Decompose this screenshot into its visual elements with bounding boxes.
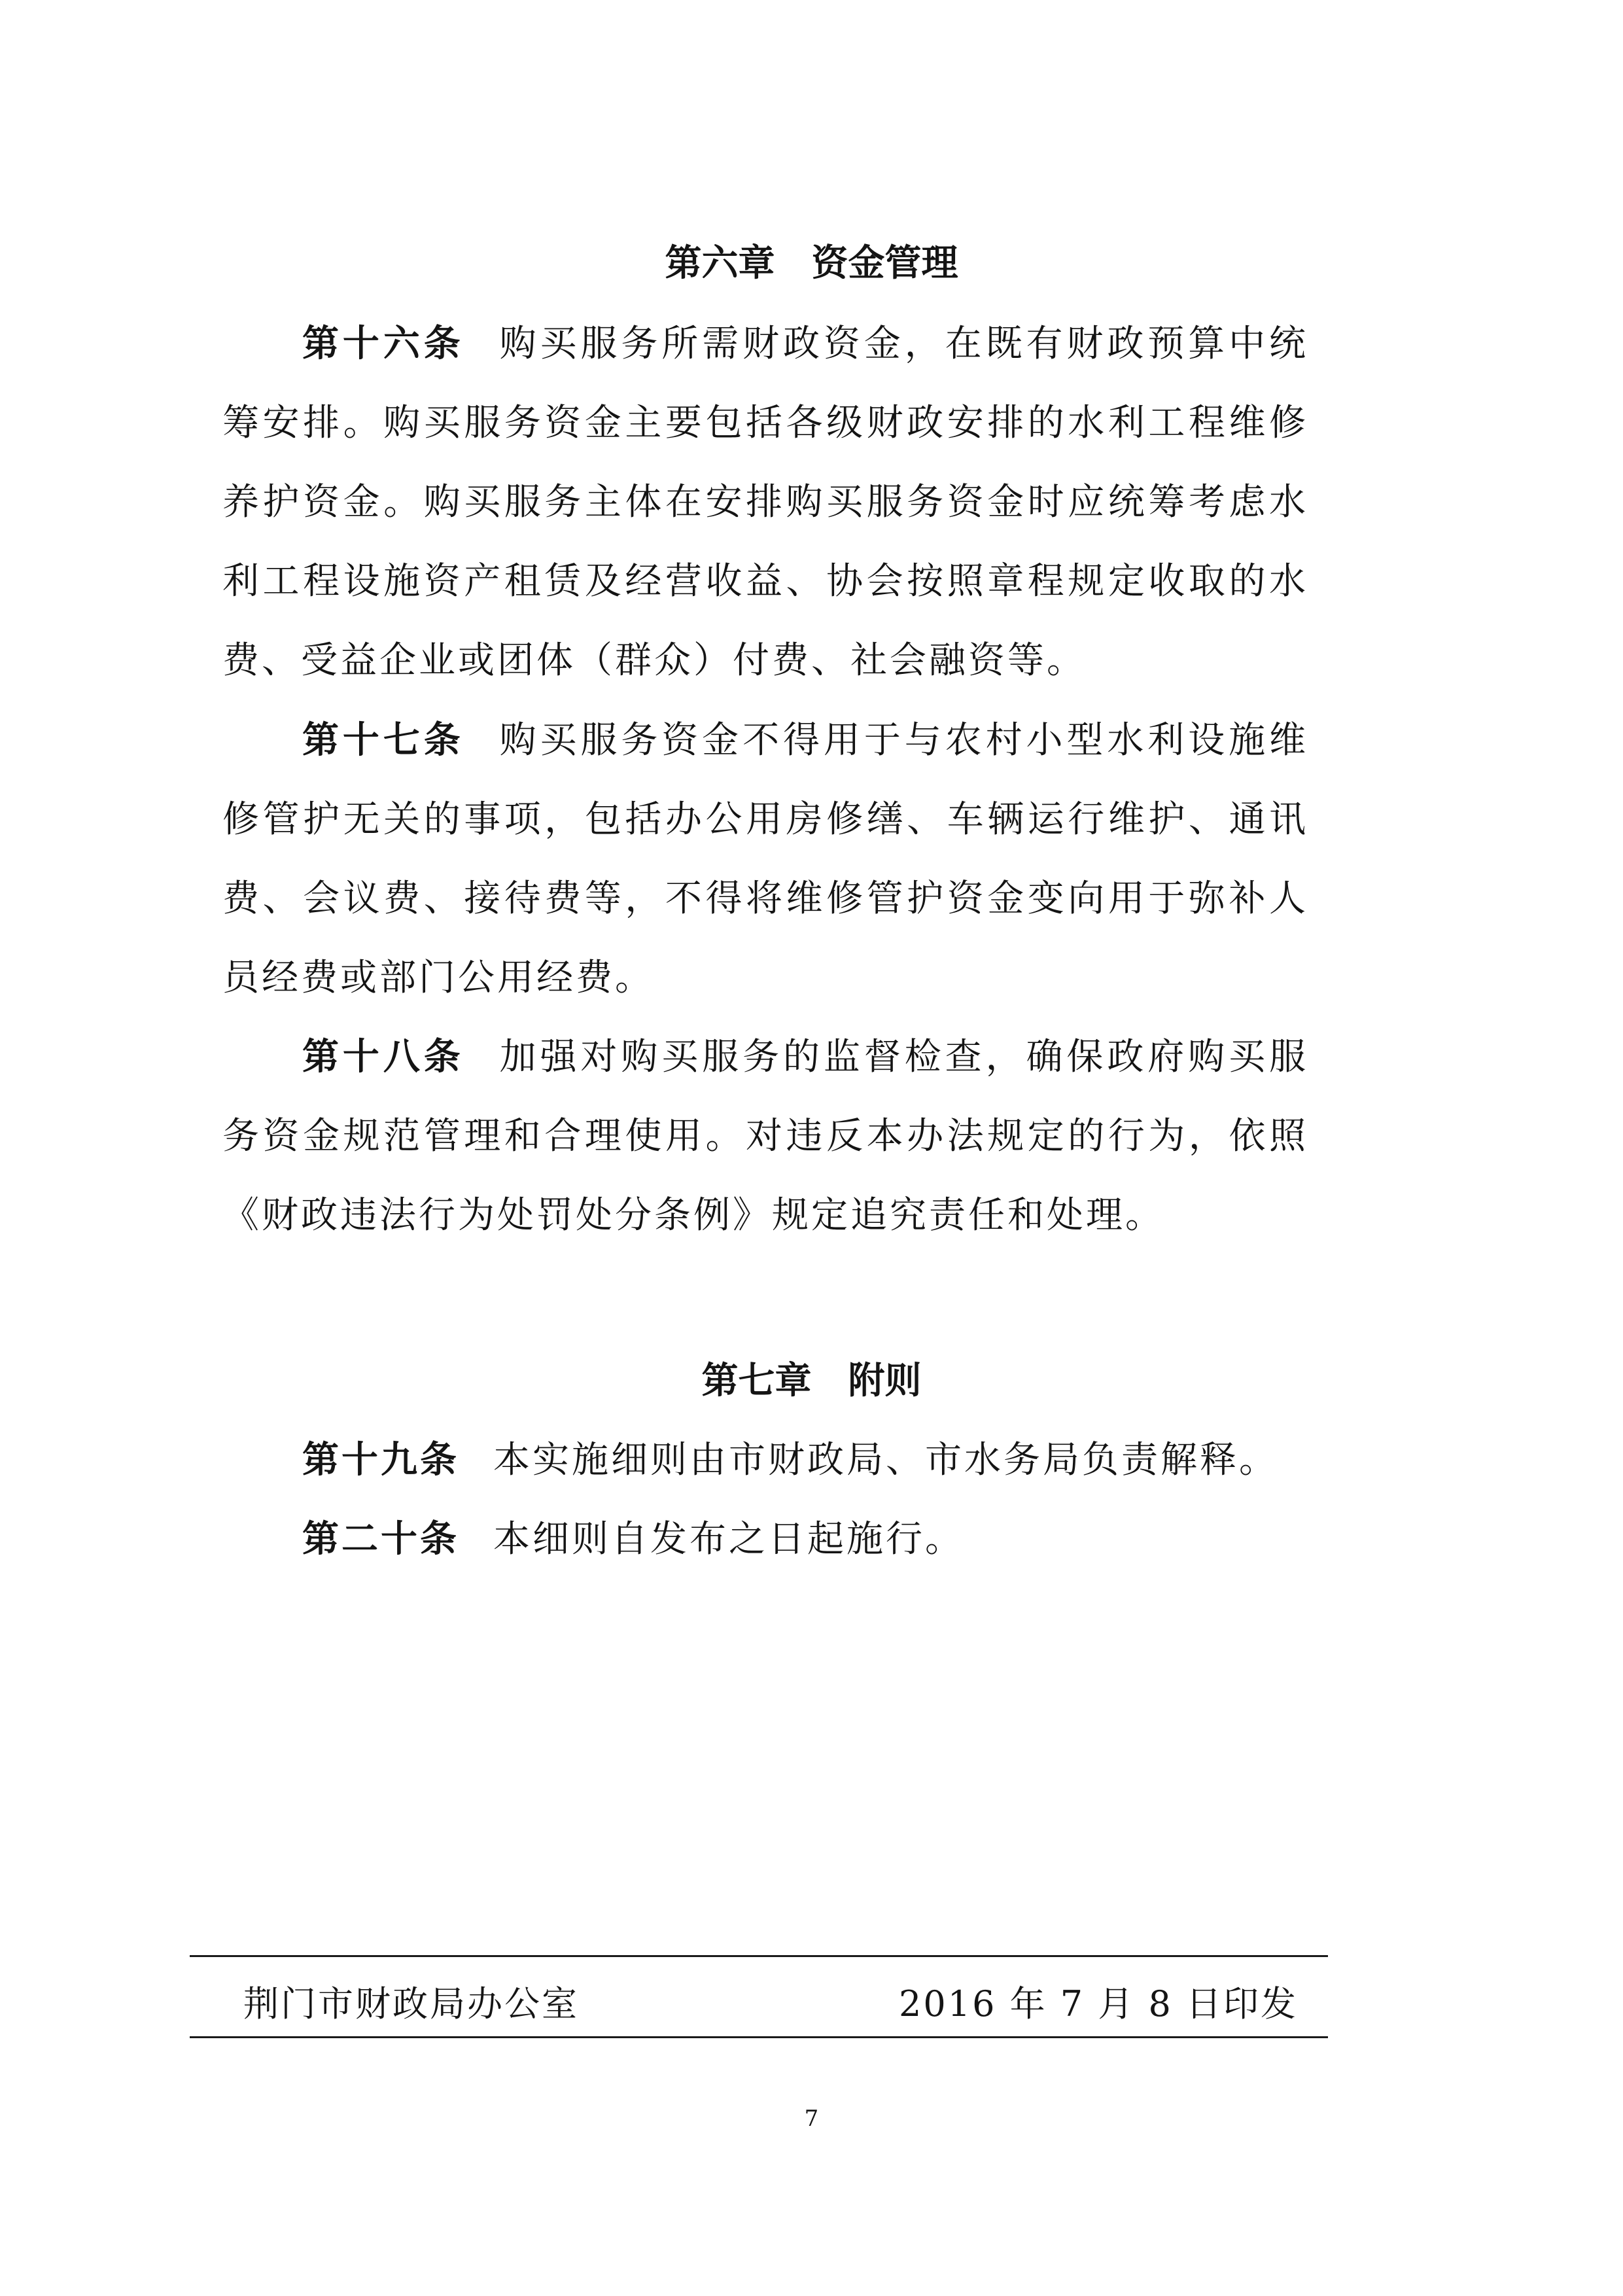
article-18 [222, 1017, 1308, 1255]
article-16 [222, 304, 1308, 700]
chapter-7-number: 第七章 [701, 1359, 812, 1402]
footer-bottom-rule [190, 2036, 1328, 2038]
article-20-text: 本细则自发布之日起施行。 [493, 1518, 964, 1561]
article-20-label: 第二十条 [302, 1517, 459, 1561]
article-20 [222, 1500, 1308, 1579]
article-16-label: 第十六条 [302, 322, 464, 365]
article-18-label: 第十八条 [302, 1035, 464, 1078]
article-19-label: 第十九条 [302, 1438, 459, 1481]
footer-top-rule [190, 1955, 1328, 1957]
article-17-label: 第十七条 [302, 718, 464, 762]
chapter-6-number: 第六章 [665, 241, 775, 285]
chapter-6-title: 资金管理 [811, 241, 958, 285]
footer-issuer: 荆门市财政局办公室 [243, 1983, 579, 2024]
article-16-text: 购买服务所需财政资金，在既有财政预算中统筹安排。购买服务资金主要包括各级财政安排的水利工程维修养护资金。购买服务主体在安排购买服务资金时应统筹考虑水利工程设施资产租赁及经营收益、协会按照章程规定收取的水费、受益企业或团体（群众）付费、社会融资等。 [222, 323, 1309, 682]
footer-issued-date: 2016 年 7 月 8 日印发 [899, 1983, 1298, 2024]
chapter-7-title: 附则 [848, 1359, 922, 1402]
article-19-text: 本实施细则由市财政局、市水务局负责解释。 [493, 1439, 1278, 1481]
article-17 [222, 701, 1308, 1017]
article-18-text: 加强对购买服务的监督检查，确保政府购买服务资金规范管理和合理使用。对违反本办法规定的行为，依照《财政违法行为处罚处分条例》规定追究责任和处理。 [222, 1036, 1309, 1237]
article-17-text: 购买服务资金不得用于与农村小型水利设施维修管护无关的事项，包括办公用房修缮、车辆运行维护、通讯费、会议费、接待费等，不得将维修管护资金变向用于弥补人员经费或部门公用经费。 [222, 719, 1309, 999]
article-19 [222, 1421, 1308, 1500]
page-number: 7 [804, 2106, 819, 2132]
chapter-7-heading [0, 1354, 1623, 1407]
chapter-6-heading [0, 237, 1623, 289]
